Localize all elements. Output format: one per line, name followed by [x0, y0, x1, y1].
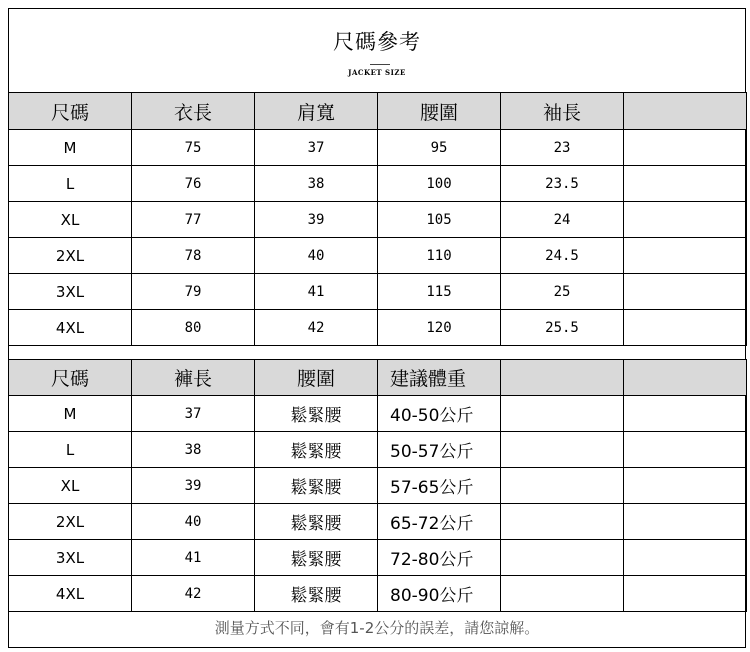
shoulder-cell: 38	[255, 166, 378, 202]
waist-cell: 120	[378, 310, 501, 346]
sleeve-cell: 23.5	[501, 166, 624, 202]
empty-cell	[501, 576, 624, 612]
empty-cell	[624, 274, 747, 310]
size-cell: 2XL	[9, 504, 132, 540]
weight-cell: 40-50公斤	[378, 396, 501, 432]
header-size: 尺碼	[9, 360, 132, 396]
weight-cell: 65-72公斤	[378, 504, 501, 540]
header-waist: 腰圍	[255, 360, 378, 396]
measurement-note: 測量方式不同，會有1-2公分的誤差，請您諒解。	[214, 619, 540, 637]
shoulder-cell: 39	[255, 202, 378, 238]
table-row	[9, 238, 747, 274]
empty-cell	[624, 504, 747, 540]
title-divider	[370, 64, 390, 65]
table-row	[9, 540, 747, 576]
sleeve-cell: 25.5	[501, 310, 624, 346]
table-row	[9, 274, 747, 310]
sleeve-cell: 24.5	[501, 238, 624, 274]
waist-cell: 鬆緊腰	[255, 468, 378, 504]
waist-cell: 110	[378, 238, 501, 274]
empty-cell	[501, 468, 624, 504]
pants-header-row	[9, 360, 747, 396]
waist-cell: 115	[378, 274, 501, 310]
shoulder-cell: 41	[255, 274, 378, 310]
waist-cell: 鬆緊腰	[255, 576, 378, 612]
header-empty	[624, 360, 747, 396]
empty-cell	[501, 432, 624, 468]
table-row	[9, 166, 747, 202]
table-row	[9, 576, 747, 612]
header-waist: 腰圍	[378, 93, 501, 130]
pants-length-cell: 42	[132, 576, 255, 612]
table-row	[9, 202, 747, 238]
length-cell: 76	[132, 166, 255, 202]
empty-cell	[624, 202, 747, 238]
empty-cell	[624, 468, 747, 504]
waist-cell: 105	[378, 202, 501, 238]
empty-cell	[501, 504, 624, 540]
header-size: 尺碼	[9, 93, 132, 130]
sleeve-cell: 25	[501, 274, 624, 310]
shoulder-cell: 37	[255, 130, 378, 166]
header-empty	[501, 360, 624, 396]
length-cell: 80	[132, 310, 255, 346]
pants-length-cell: 41	[132, 540, 255, 576]
waist-cell: 鬆緊腰	[255, 540, 378, 576]
size-cell: XL	[9, 202, 132, 238]
section-gap	[8, 345, 746, 359]
size-cell: 4XL	[9, 576, 132, 612]
empty-cell	[624, 540, 747, 576]
weight-cell: 50-57公斤	[378, 432, 501, 468]
waist-cell: 鬆緊腰	[255, 504, 378, 540]
size-cell: 4XL	[9, 310, 132, 346]
waist-cell: 100	[378, 166, 501, 202]
pants-length-cell: 37	[132, 396, 255, 432]
table-row	[9, 130, 747, 166]
empty-cell	[624, 238, 747, 274]
table-row	[9, 432, 747, 468]
waist-cell: 95	[378, 130, 501, 166]
size-cell: 3XL	[9, 540, 132, 576]
size-cell: M	[9, 396, 132, 432]
table-row	[9, 396, 747, 432]
empty-cell	[624, 166, 747, 202]
empty-cell	[624, 130, 747, 166]
empty-cell	[501, 540, 624, 576]
table-row	[9, 504, 747, 540]
empty-cell	[501, 396, 624, 432]
size-cell: M	[9, 130, 132, 166]
empty-cell	[624, 432, 747, 468]
length-cell: 77	[132, 202, 255, 238]
sleeve-cell: 23	[501, 130, 624, 166]
table-row	[9, 468, 747, 504]
shoulder-cell: 42	[255, 310, 378, 346]
jacket-header-row	[9, 93, 747, 130]
waist-cell: 鬆緊腰	[255, 432, 378, 468]
size-cell: 2XL	[9, 238, 132, 274]
size-cell: L	[9, 432, 132, 468]
header-pants-length: 褲長	[132, 360, 255, 396]
header-weight: 建議體重	[378, 360, 501, 396]
empty-cell	[624, 396, 747, 432]
size-cell: XL	[9, 468, 132, 504]
weight-cell: 57-65公斤	[378, 468, 501, 504]
pants-size-table	[8, 359, 747, 612]
header-length: 衣長	[132, 93, 255, 130]
header-empty	[624, 93, 747, 130]
pants-length-cell: 39	[132, 468, 255, 504]
chart-subtitle: JACKET SIZE	[348, 68, 406, 77]
empty-cell	[624, 576, 747, 612]
chart-title: 尺碼參考	[333, 30, 421, 54]
jacket-size-table	[8, 92, 747, 346]
size-cell: 3XL	[9, 274, 132, 310]
shoulder-cell: 40	[255, 238, 378, 274]
length-cell: 75	[132, 130, 255, 166]
size-cell: L	[9, 166, 132, 202]
header-sleeve: 袖長	[501, 93, 624, 130]
weight-cell: 72-80公斤	[378, 540, 501, 576]
length-cell: 79	[132, 274, 255, 310]
sleeve-cell: 24	[501, 202, 624, 238]
length-cell: 78	[132, 238, 255, 274]
weight-cell: 80-90公斤	[378, 576, 501, 612]
chart-header	[8, 8, 746, 92]
empty-cell	[624, 310, 747, 346]
table-row	[9, 310, 747, 346]
pants-length-cell: 40	[132, 504, 255, 540]
header-shoulder: 肩寬	[255, 93, 378, 130]
waist-cell: 鬆緊腰	[255, 396, 378, 432]
pants-length-cell: 38	[132, 432, 255, 468]
